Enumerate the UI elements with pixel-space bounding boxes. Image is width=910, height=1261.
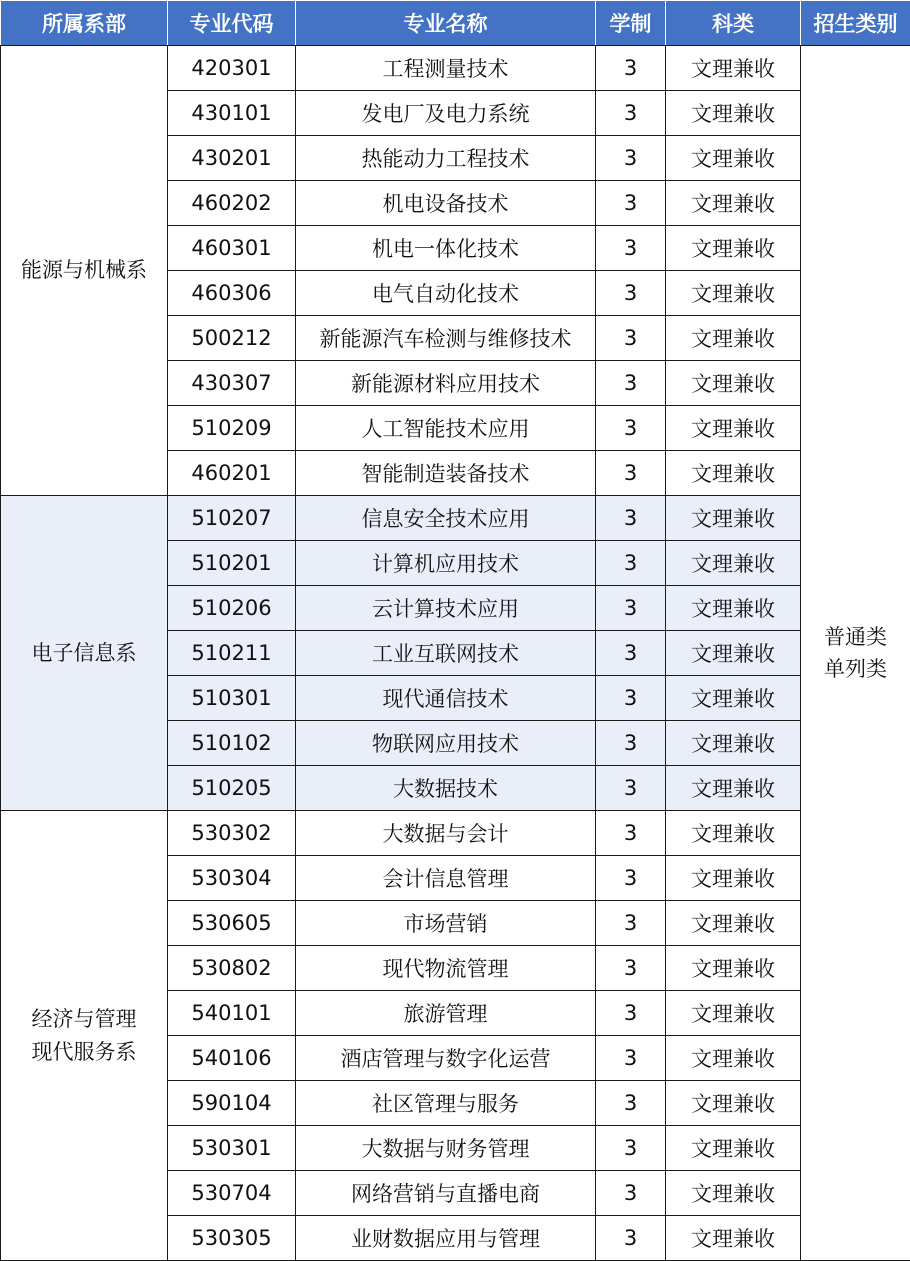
department-cell bbox=[1, 496, 168, 811]
major-name-cell: 新能源汽车检测与维修技术 bbox=[296, 316, 596, 361]
major-subject-cell: 文理兼收 bbox=[666, 361, 801, 406]
major-years-cell: 3 bbox=[596, 1126, 666, 1171]
major-subject-cell: 文理兼收 bbox=[666, 271, 801, 316]
table-body bbox=[1, 46, 910, 1261]
major-subject-cell: 文理兼收 bbox=[666, 1081, 801, 1126]
major-years-cell: 3 bbox=[596, 631, 666, 676]
major-code-cell: 500212 bbox=[168, 316, 296, 361]
major-subject-cell: 文理兼收 bbox=[666, 676, 801, 721]
major-subject-cell: 文理兼收 bbox=[666, 586, 801, 631]
major-code-cell: 540106 bbox=[168, 1036, 296, 1081]
major-name-cell: 大数据与会计 bbox=[296, 811, 596, 856]
major-code-cell: 530605 bbox=[168, 901, 296, 946]
major-name-cell: 网络营销与直播电商 bbox=[296, 1171, 596, 1216]
major-name-cell: 业财数据应用与管理 bbox=[296, 1216, 596, 1261]
major-name-cell: 发电厂及电力系统 bbox=[296, 91, 596, 136]
major-years-cell: 3 bbox=[596, 1216, 666, 1261]
major-years-cell: 3 bbox=[596, 271, 666, 316]
major-code-cell: 530304 bbox=[168, 856, 296, 901]
major-name-cell: 人工智能技术应用 bbox=[296, 406, 596, 451]
major-code-cell: 530301 bbox=[168, 1126, 296, 1171]
major-years-cell: 3 bbox=[596, 496, 666, 541]
major-subject-cell: 文理兼收 bbox=[666, 1036, 801, 1081]
major-code-cell: 590104 bbox=[168, 1081, 296, 1126]
major-name-cell: 机电设备技术 bbox=[296, 181, 596, 226]
major-code-cell: 510201 bbox=[168, 541, 296, 586]
major-code-cell: 530305 bbox=[168, 1216, 296, 1261]
major-subject-cell: 文理兼收 bbox=[666, 181, 801, 226]
major-years-cell: 3 bbox=[596, 46, 666, 91]
major-years-cell: 3 bbox=[596, 1081, 666, 1126]
major-subject-cell: 文理兼收 bbox=[666, 946, 801, 991]
major-years-cell: 3 bbox=[596, 856, 666, 901]
department-name-line: 经济与管理 bbox=[31, 1006, 137, 1031]
major-subject-cell: 文理兼收 bbox=[666, 316, 801, 361]
header-name: 专业名称 bbox=[296, 1, 596, 46]
major-code-cell: 430307 bbox=[168, 361, 296, 406]
major-name-cell: 社区管理与服务 bbox=[296, 1081, 596, 1126]
major-years-cell: 3 bbox=[596, 1171, 666, 1216]
header-years: 学制 bbox=[596, 1, 666, 46]
major-subject-cell: 文理兼收 bbox=[666, 631, 801, 676]
major-code-cell: 530302 bbox=[168, 811, 296, 856]
department-name-line: 现代服务系 bbox=[31, 1039, 137, 1064]
major-code-cell: 420301 bbox=[168, 46, 296, 91]
major-years-cell: 3 bbox=[596, 901, 666, 946]
major-subject-cell: 文理兼收 bbox=[666, 136, 801, 181]
major-code-cell: 460201 bbox=[168, 451, 296, 496]
major-years-cell: 3 bbox=[596, 181, 666, 226]
major-code-cell: 460306 bbox=[168, 271, 296, 316]
major-years-cell: 3 bbox=[596, 991, 666, 1036]
major-subject-cell: 文理兼收 bbox=[666, 541, 801, 586]
major-subject-cell: 文理兼收 bbox=[666, 901, 801, 946]
major-years-cell: 3 bbox=[596, 406, 666, 451]
major-subject-cell: 文理兼收 bbox=[666, 856, 801, 901]
major-years-cell: 3 bbox=[596, 676, 666, 721]
major-code-cell: 530802 bbox=[168, 946, 296, 991]
major-years-cell: 3 bbox=[596, 226, 666, 271]
department-cell bbox=[1, 811, 168, 1261]
major-name-cell: 电气自动化技术 bbox=[296, 271, 596, 316]
enrollment-category-line: 普通类 bbox=[824, 625, 887, 649]
major-name-cell: 工程测量技术 bbox=[296, 46, 596, 91]
major-name-cell: 会计信息管理 bbox=[296, 856, 596, 901]
major-years-cell: 3 bbox=[596, 586, 666, 631]
major-name-cell: 旅游管理 bbox=[296, 991, 596, 1036]
major-subject-cell: 文理兼收 bbox=[666, 1216, 801, 1261]
major-subject-cell: 文理兼收 bbox=[666, 46, 801, 91]
major-subject-cell: 文理兼收 bbox=[666, 496, 801, 541]
major-name-cell: 计算机应用技术 bbox=[296, 541, 596, 586]
major-subject-cell: 文理兼收 bbox=[666, 721, 801, 766]
major-subject-cell: 文理兼收 bbox=[666, 1171, 801, 1216]
department-cell bbox=[1, 46, 168, 496]
table-row bbox=[1, 496, 910, 541]
major-code-cell: 430201 bbox=[168, 136, 296, 181]
department-name-line: 能源与机械系 bbox=[21, 258, 147, 282]
major-years-cell: 3 bbox=[596, 451, 666, 496]
major-code-cell: 540101 bbox=[168, 991, 296, 1036]
major-code-cell: 530704 bbox=[168, 1171, 296, 1216]
major-years-cell: 3 bbox=[596, 361, 666, 406]
major-subject-cell: 文理兼收 bbox=[666, 1126, 801, 1171]
major-name-cell: 机电一体化技术 bbox=[296, 226, 596, 271]
major-code-cell: 510301 bbox=[168, 676, 296, 721]
major-subject-cell: 文理兼收 bbox=[666, 451, 801, 496]
major-code-cell: 430101 bbox=[168, 91, 296, 136]
major-years-cell: 3 bbox=[596, 541, 666, 586]
major-code-cell: 510209 bbox=[168, 406, 296, 451]
major-years-cell: 3 bbox=[596, 1036, 666, 1081]
major-code-cell: 460301 bbox=[168, 226, 296, 271]
major-subject-cell: 文理兼收 bbox=[666, 226, 801, 271]
major-years-cell: 3 bbox=[596, 766, 666, 811]
major-subject-cell: 文理兼收 bbox=[666, 91, 801, 136]
major-name-cell: 物联网应用技术 bbox=[296, 721, 596, 766]
enrollment-category-cell bbox=[801, 46, 910, 1261]
major-subject-cell: 文理兼收 bbox=[666, 406, 801, 451]
major-name-cell: 信息安全技术应用 bbox=[296, 496, 596, 541]
major-code-cell: 510206 bbox=[168, 586, 296, 631]
department-name-line: 电子信息系 bbox=[31, 640, 137, 665]
table-row bbox=[1, 46, 910, 91]
major-years-cell: 3 bbox=[596, 946, 666, 991]
major-name-cell: 大数据技术 bbox=[296, 766, 596, 811]
header-department: 所属系部 bbox=[1, 1, 168, 46]
header-category: 招生类别 bbox=[801, 1, 910, 46]
table-row bbox=[1, 811, 910, 856]
major-code-cell: 510211 bbox=[168, 631, 296, 676]
major-name-cell: 新能源材料应用技术 bbox=[296, 361, 596, 406]
major-name-cell: 市场营销 bbox=[296, 901, 596, 946]
major-subject-cell: 文理兼收 bbox=[666, 991, 801, 1036]
major-subject-cell: 文理兼收 bbox=[666, 766, 801, 811]
major-years-cell: 3 bbox=[596, 721, 666, 766]
enrollment-category-line: 单列类 bbox=[824, 657, 887, 681]
major-code-cell: 460202 bbox=[168, 181, 296, 226]
major-name-cell: 现代通信技术 bbox=[296, 676, 596, 721]
table-header-row bbox=[1, 1, 910, 46]
major-name-cell: 现代物流管理 bbox=[296, 946, 596, 991]
major-years-cell: 3 bbox=[596, 811, 666, 856]
major-name-cell: 智能制造装备技术 bbox=[296, 451, 596, 496]
major-code-cell: 510205 bbox=[168, 766, 296, 811]
major-subject-cell: 文理兼收 bbox=[666, 811, 801, 856]
major-name-cell: 热能动力工程技术 bbox=[296, 136, 596, 181]
major-years-cell: 3 bbox=[596, 136, 666, 181]
major-code-cell: 510102 bbox=[168, 721, 296, 766]
major-name-cell: 酒店管理与数字化运营 bbox=[296, 1036, 596, 1081]
header-subject: 科类 bbox=[666, 1, 801, 46]
major-years-cell: 3 bbox=[596, 316, 666, 361]
major-name-cell: 云计算技术应用 bbox=[296, 586, 596, 631]
major-name-cell: 大数据与财务管理 bbox=[296, 1126, 596, 1171]
header-code: 专业代码 bbox=[168, 1, 296, 46]
major-code-cell: 510207 bbox=[168, 496, 296, 541]
major-name-cell: 工业互联网技术 bbox=[296, 631, 596, 676]
major-years-cell: 3 bbox=[596, 91, 666, 136]
